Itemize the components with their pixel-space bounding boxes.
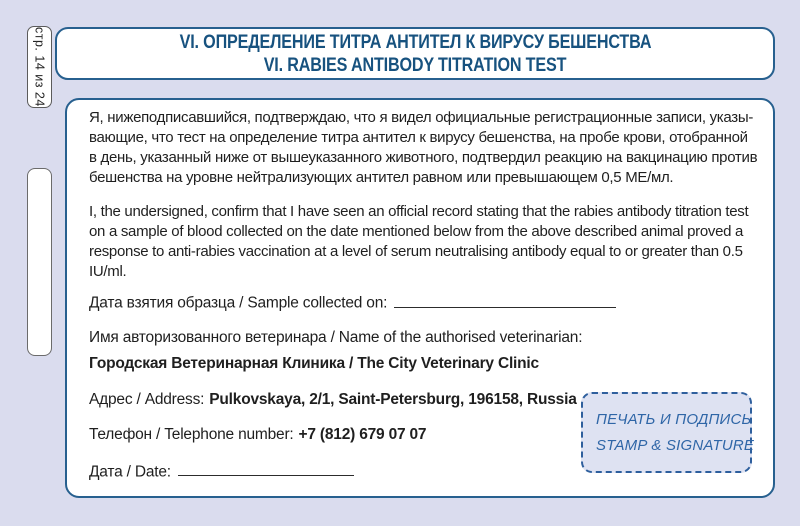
statement-ru-line: бешенства на уровне нейтрализующих антител равном или превышающем 0,5 МЕ/мл. bbox=[89, 169, 674, 186]
stamp-label-en: STAMP & SIGNATURE bbox=[596, 436, 755, 454]
section-header bbox=[55, 27, 775, 80]
veterinarian-label: Имя авторизованного ветеринара / Name of the authorised veterinarian: bbox=[89, 328, 583, 346]
sample-collected-field bbox=[89, 292, 763, 314]
veterinarian-name: Городская Ветеринарная Клиника / The City Veterinary Clinic bbox=[89, 354, 539, 372]
section-title-en: VI. RABIES ANTIBODY TITRATION TEST bbox=[263, 54, 567, 76]
page-number-tab bbox=[27, 26, 52, 108]
address-value: Pulkovskaya, 2/1, Saint-Petersburg, 196158, Russia bbox=[209, 390, 577, 408]
statement-en bbox=[89, 202, 763, 282]
page-number-label: стр. 14 из 24 bbox=[32, 27, 47, 107]
date-label: Дата / Date: bbox=[89, 463, 171, 481]
date-blank bbox=[178, 461, 354, 477]
binding-slot bbox=[27, 168, 52, 356]
statement-en-line: response to anti-rabies vaccination at a level of serum neutralising antibody equal to or greater than 0.5 bbox=[89, 243, 743, 260]
statement-ru-line: Я, нижеподписавшийся, подтверждаю, что я видел официальные регистрационные записи, указы- bbox=[89, 109, 754, 126]
statement-en-line: on a sample of blood collected on the date mentioned below from the above described animal proved a bbox=[89, 223, 744, 240]
stamp-signature-box bbox=[581, 392, 755, 473]
phone-value: +7 (812) 679 07 07 bbox=[298, 425, 427, 443]
section-title-ru: VI. ОПРЕДЕЛЕНИЕ ТИТРА АНТИТЕЛ К ВИРУСУ БЕШЕНСТВА bbox=[179, 31, 651, 53]
sample-collected-blank bbox=[394, 292, 616, 308]
statement-ru-line: в день, указанный ниже от вышеуказанного животного, подтвердил реакцию на вакцинацию против bbox=[89, 149, 758, 166]
statement-en-line: I, the undersigned, confirm that I have seen an official record stating that the rabies antibody titration test bbox=[89, 203, 749, 220]
sample-collected-label: Дата взятия образца / Sample collected on: bbox=[89, 294, 388, 312]
address-label: Адрес / Address: bbox=[89, 390, 205, 408]
stamp-label-ru: ПЕЧАТЬ И ПОДПИСЬ bbox=[596, 410, 752, 428]
statement-ru-line: вающие, что тест на определение титра антител к вирусу бешенства, на пробе крови, отобранной bbox=[89, 129, 748, 146]
statement-en-line: IU/ml. bbox=[89, 263, 127, 280]
phone-label: Телефон / Telephone number: bbox=[89, 425, 294, 443]
statement-ru bbox=[89, 108, 763, 188]
